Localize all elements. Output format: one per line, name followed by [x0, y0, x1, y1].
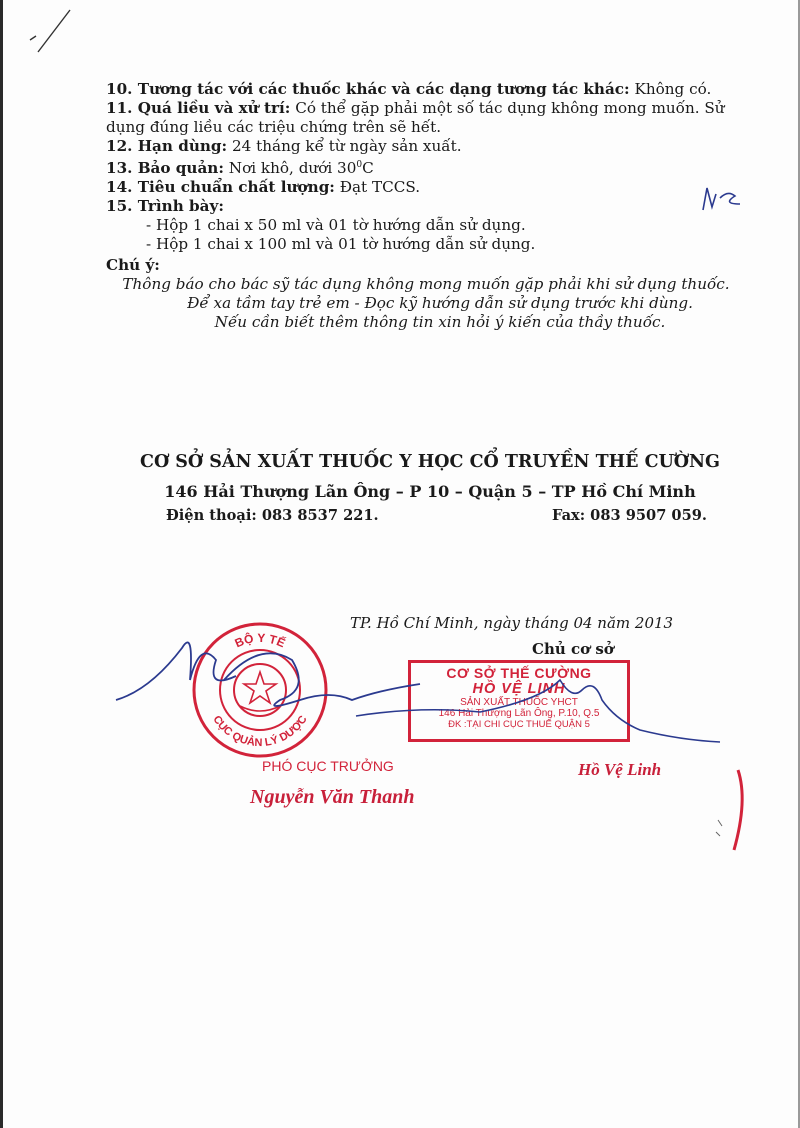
- section-15-item: - Hộp 1 chai x 100 ml và 01 tờ hướng dẫn sử dụng.: [146, 235, 536, 254]
- note-line: Để xa tầm tay trẻ em - Đọc kỹ hướng dẫn sử dụng trước khi dùng.: [187, 294, 693, 313]
- section-13-unit: C: [362, 159, 374, 178]
- round-stamp: [190, 620, 330, 760]
- deputy-title: PHÓ CỤC TRƯỞNG: [262, 758, 394, 774]
- section-12-label: 12. Hạn dùng:: [106, 137, 228, 155]
- section-11: [106, 99, 746, 137]
- deputy-name: Nguyễn Văn Thanh: [250, 786, 415, 808]
- note-label: Chú ý:: [106, 256, 160, 275]
- section-13-text: Nơi khô, dưới 30: [223, 159, 357, 178]
- company-fax: Fax: 083 9507 059.: [552, 507, 707, 524]
- section-15-item: - Hộp 1 chai x 50 ml và 01 tờ hướng dẫn sử dụng.: [146, 216, 526, 235]
- section-15: [106, 197, 746, 216]
- section-12: [106, 137, 746, 156]
- section-13-label: 13. Bảo quản:: [106, 159, 224, 178]
- scan-edge-left: [0, 0, 3, 1128]
- svg-text:CỤC QUẢN LÝ DƯỢC: [210, 714, 309, 750]
- business-stamp-line4: 146 Hải Thượng Lãn Ông, P.10, Q.5: [438, 708, 600, 719]
- red-margin-mark: [734, 770, 742, 850]
- corner-pen-stroke: [30, 10, 70, 52]
- small-margin-mark: [716, 820, 722, 836]
- company-address: 146 Hải Thượng Lãn Ông – P 10 – Quận 5 – TP Hồ Chí Minh: [164, 482, 696, 501]
- section-13: [106, 156, 746, 178]
- business-stamp-line2: HỒ VỆ LINH: [472, 681, 566, 697]
- business-stamp-line1: CƠ SỞ THẾ CƯỜNG: [446, 665, 592, 681]
- svg-text:BỘ Y TẾ: [233, 630, 288, 650]
- section-10-text: Không có.: [629, 80, 712, 98]
- section-10-label: 10. Tương tác với các thuốc khác và các dạng tương tác khác:: [106, 80, 630, 98]
- section-14: [106, 178, 746, 197]
- section-12-text: 24 tháng kể từ ngày sản xuất.: [227, 137, 462, 155]
- round-stamp-bottom-text: CỤC QUẢN LÝ DƯỢC: [210, 713, 310, 750]
- business-stamp-line5: ĐK :TẠI CHI CỤC THUẾ QUẬN 5: [448, 719, 590, 730]
- section-15-label: 15. Trình bày:: [106, 197, 224, 216]
- section-13-sup: 0: [356, 160, 363, 170]
- note-line: Nếu cần biết thêm thông tin xin hỏi ý kiến của thầy thuốc.: [214, 313, 666, 332]
- section-14-text: Đạt TCCS.: [334, 178, 421, 197]
- section-14-label: 14. Tiêu chuẩn chất lượng:: [106, 178, 335, 197]
- round-stamp-top-text: BỘ Y TẾ: [232, 630, 288, 651]
- section-11-text: Có thể gặp phải một số tác dụng không mong muốn. Sử dụng đúng liều các triệu chứng trên sẽ hết.: [106, 99, 725, 136]
- note-line: Thông báo cho bác sỹ tác dụng không mong muốn gặp phải khi sử dụng thuốc.: [122, 275, 730, 294]
- owner-name: Hồ Vệ Linh: [578, 760, 662, 779]
- company-phone: Điện thoại: 083 8537 221.: [166, 507, 379, 524]
- company-name: CƠ SỞ SẢN XUẤT THUỐC Y HỌC CỔ TRUYỀN THẾ CƯỜNG: [140, 452, 720, 472]
- emblem-icon: [234, 664, 286, 716]
- owner-title: Chủ cơ sở: [532, 640, 614, 658]
- section-11-label: 11. Quá liều và xử trí:: [106, 99, 291, 117]
- business-stamp: [408, 660, 630, 742]
- section-10: [106, 80, 746, 99]
- place-date: TP. Hồ Chí Minh, ngày tháng 04 năm 2013: [350, 614, 674, 632]
- sections-block: [106, 80, 746, 332]
- business-stamp-line3: SẢN XUẤT THUỐC YHCT: [460, 697, 578, 708]
